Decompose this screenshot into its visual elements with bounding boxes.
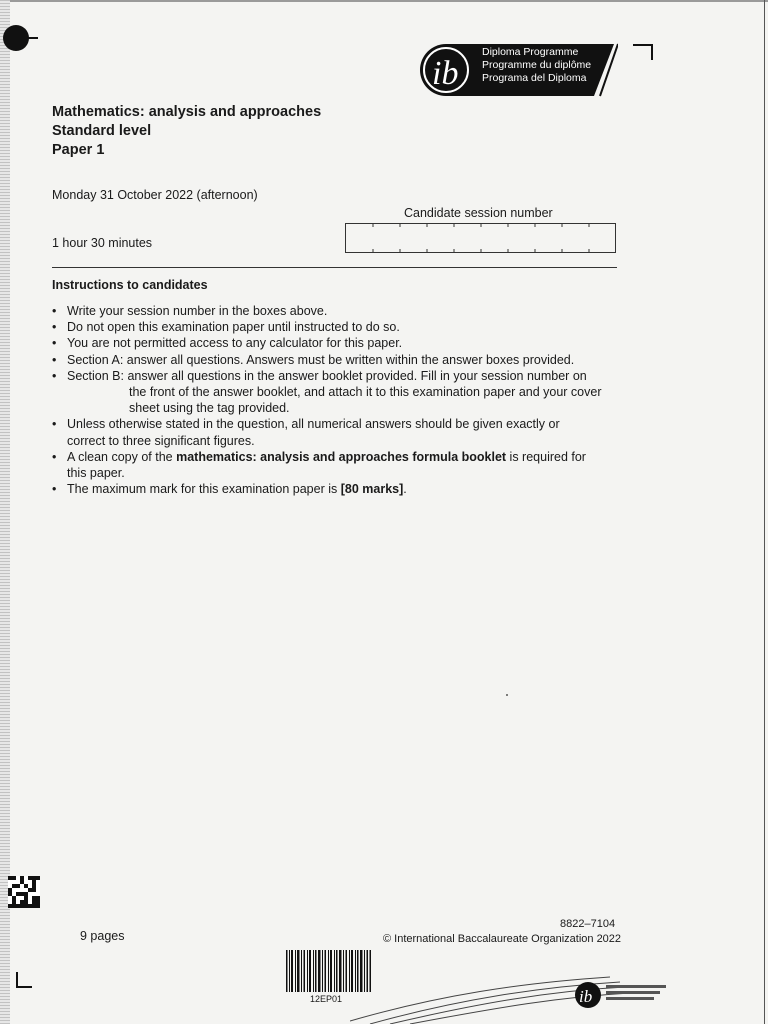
page-top-edge [10, 0, 768, 2]
instructions-heading: Instructions to candidates [52, 278, 208, 292]
copyright: © International Baccalaureate Organization 2022 [383, 933, 622, 945]
candidate-session-label: Candidate session number [404, 206, 553, 220]
candidate-session-box[interactable] [345, 223, 616, 253]
scan-speck [506, 694, 508, 696]
svg-text:ib: ib [579, 987, 593, 1006]
page-title [52, 103, 321, 160]
ib-logo [418, 42, 618, 98]
scan-edge-strip [0, 0, 10, 1024]
logo-line: Diploma Programme [482, 46, 579, 58]
exam-date: Monday 31 October 2022 (afternoon) [52, 188, 258, 202]
barcode-label: 12EP01 [310, 994, 343, 1004]
registration-mark-line [22, 37, 38, 39]
logo-line: Programme du diplôme [482, 59, 592, 71]
list-item: • Unless otherwise stated in the question, all numerical answers should be given exactly or correct to three significant figures. [52, 416, 617, 448]
corner-mark-icon [633, 44, 653, 60]
logo-line: Programa del Diploma [482, 72, 587, 84]
footer-ib-emblem-icon [350, 955, 764, 1024]
session-box-ticks [346, 224, 615, 252]
corner-mark-bottom-icon [16, 972, 32, 988]
list-item: • The maximum mark for this examination paper is [80 marks]. [52, 481, 617, 497]
ib-logo-text [482, 46, 591, 85]
divider [52, 267, 617, 268]
list-item: • Write your session number in the boxes above. [52, 303, 617, 319]
svg-text:ib: ib [432, 55, 459, 92]
level-title: Standard level [52, 123, 152, 139]
list-item: • You are not permitted access to any calculator for this paper. [52, 335, 617, 351]
subject-title: Mathematics: analysis and approaches [52, 104, 322, 120]
list-item: • A clean copy of the mathematics: analysis and approaches formula booklet is required for this paper. [52, 449, 617, 481]
list-item: • Do not open this examination paper until instructed to do so. [52, 319, 617, 335]
page-right-edge [764, 0, 765, 1024]
instructions-list [52, 303, 617, 497]
page-count: 9 pages [80, 929, 125, 943]
exam-duration: 1 hour 30 minutes [52, 236, 153, 250]
qr-code-icon [8, 876, 40, 908]
list-item: • Section B: answer all questions in the answer booklet provided. Fill in your session number on the front of the answer booklet, and attach it to this examination paper and your cover sheet using the tag provided. [52, 368, 617, 417]
list-item: • Section A: answer all questions. Answers must be written within the answer boxes provided. [52, 352, 617, 368]
paper-code: 8822–7104 [560, 918, 616, 930]
paper-title: Paper 1 [52, 142, 105, 158]
